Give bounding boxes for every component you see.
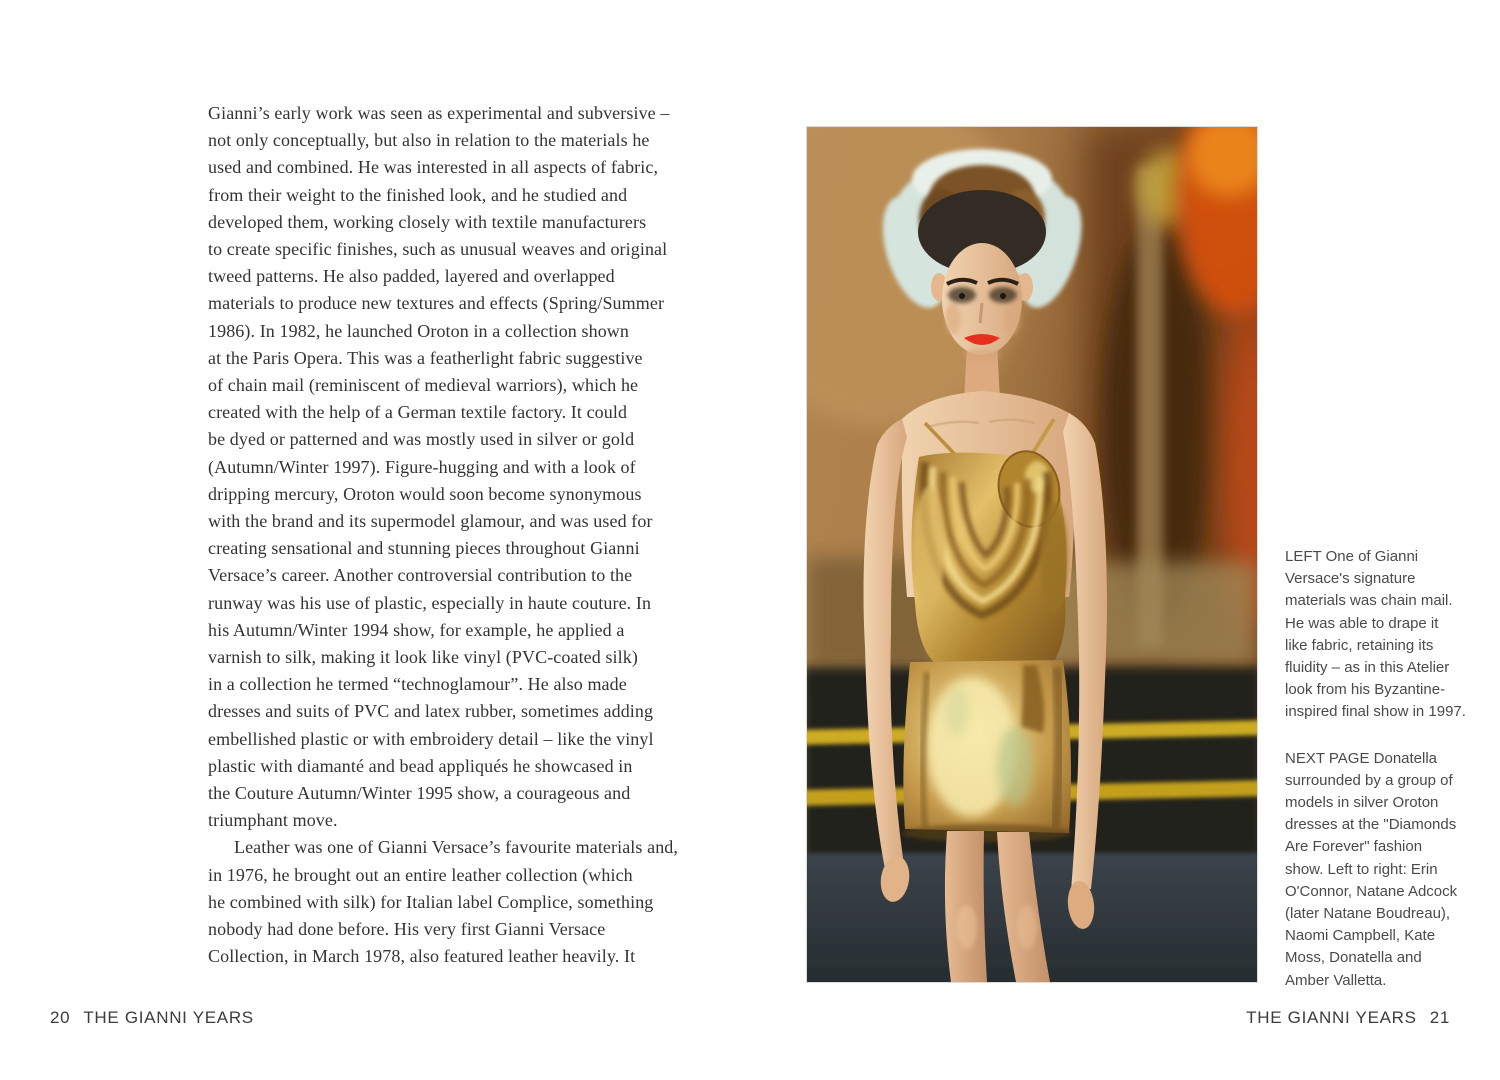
text-line: like fabric, retaining its [1285, 636, 1434, 654]
text-line: Versace's signature [1285, 570, 1416, 588]
text-line: varnish to silk, making it look like vinyl (PVC-coated silk) [208, 647, 638, 668]
text-line: Collection, in March 1978, also featured leather heavily. It [208, 946, 636, 967]
text-line: (later Natane Boudreau), [1285, 905, 1451, 923]
text-line: fluidity – as in this Atelier [1285, 659, 1450, 677]
text-line: at the Paris Opera. This was a featherlight fabric suggestive [208, 347, 643, 368]
text-line: Naomi Campbell, Kate [1285, 927, 1436, 945]
runway-photo [807, 127, 1257, 982]
footer-left [50, 1008, 254, 1028]
text-line: models in silver Oroton [1285, 794, 1439, 812]
text-line: Gianni’s early work was seen as experimental and subversive – [208, 103, 670, 123]
text-line: inspired final show in 1997. [1285, 703, 1466, 721]
text-line: from their weight to the finished look, and he studied and [208, 184, 628, 205]
text-line: dresses at the "Diamonds [1285, 816, 1457, 834]
text-line: materials to produce new textures and effects (Spring/Summer [208, 293, 665, 314]
text-line: with the brand and its supermodel glamour, and was used for [208, 511, 653, 532]
text-line: Leather was one of Gianni Versace’s favourite materials and, [234, 837, 678, 858]
text-line: embellished plastic or with embroidery detail – like the vinyl [208, 728, 654, 749]
text-line: Amber Valletta. [1285, 971, 1387, 989]
text-line: created with the help of a German textile factory. It could [208, 402, 628, 423]
text-line: used and combined. He was interested in all aspects of fabric, [208, 157, 659, 178]
runway-photo-illustration [807, 127, 1257, 982]
caption-next-page [1285, 748, 1465, 992]
text-line: triumphant move. [208, 810, 338, 831]
section-title-right: THE GIANNI YEARS [1246, 1008, 1417, 1027]
text-line: Are Forever" fashion [1285, 838, 1423, 856]
text-line: nobody had done before. His very first Gianni Versace [208, 919, 606, 940]
section-title-left: THE GIANNI YEARS [83, 1008, 254, 1027]
page-number-right: 21 [1429, 1008, 1450, 1027]
text-line: O'Connor, Natane Adcock [1285, 882, 1458, 900]
text-line: show. Left to right: Erin [1285, 860, 1438, 878]
footer-right [1246, 1008, 1450, 1028]
text-line: (Autumn/Winter 1997). Figure-hugging and with a look of [208, 456, 636, 477]
text-line: he combined with silk) for Italian label Complice, something [208, 891, 654, 912]
text-line: in a collection he termed “technoglamour”. He also made [208, 674, 627, 695]
text-line: runway was his use of plastic, especially in haute couture. In [208, 592, 652, 613]
text-line: Moss, Donatella and [1285, 949, 1422, 967]
text-line: creating sensational and stunning pieces throughout Gianni [208, 538, 640, 559]
text-line: Versace’s career. Another controversial contribution to the [208, 565, 633, 586]
text-line: look from his Byzantine- [1285, 681, 1446, 699]
text-line: materials was chain mail. [1285, 592, 1453, 610]
body-text-column [208, 100, 688, 971]
text-line: plastic with diamanté and bead appliqués he showcased in [208, 755, 633, 776]
text-line: his Autumn/Winter 1994 show, for example, he applied a [208, 619, 625, 640]
text-line: LEFT One of Gianni [1285, 548, 1419, 565]
text-line: the Couture Autumn/Winter 1995 show, a courageous and [208, 783, 631, 804]
caption-left-photo [1285, 546, 1465, 724]
caption-column [1285, 546, 1465, 992]
text-line: He was able to drape it [1285, 614, 1439, 632]
text-line: NEXT PAGE Donatella [1285, 749, 1438, 767]
text-line: dresses and suits of PVC and latex rubber, sometimes adding [208, 701, 654, 722]
text-line: developed them, working closely with textile manufacturers [208, 211, 647, 232]
text-line: be dyed or patterned and was mostly used in silver or gold [208, 429, 635, 450]
text-line: tweed patterns. He also padded, layered and overlapped [208, 266, 615, 287]
gold-chainmail-dress [902, 419, 1072, 842]
text-line: surrounded by a group of [1285, 771, 1453, 789]
text-line: of chain mail (reminiscent of medieval warriors), which he [208, 375, 639, 396]
text-line: to create specific finishes, such as unusual weaves and original [208, 239, 668, 260]
page-number-left: 20 [50, 1008, 71, 1027]
text-line: in 1976, he brought out an entire leather collection (which [208, 864, 633, 885]
text-line: 1986). In 1982, he launched Oroton in a collection shown [208, 320, 630, 341]
text-line: not only conceptually, but also in relation to the materials he [208, 130, 650, 151]
text-line: dripping mercury, Oroton would soon become synonymous [208, 483, 642, 504]
